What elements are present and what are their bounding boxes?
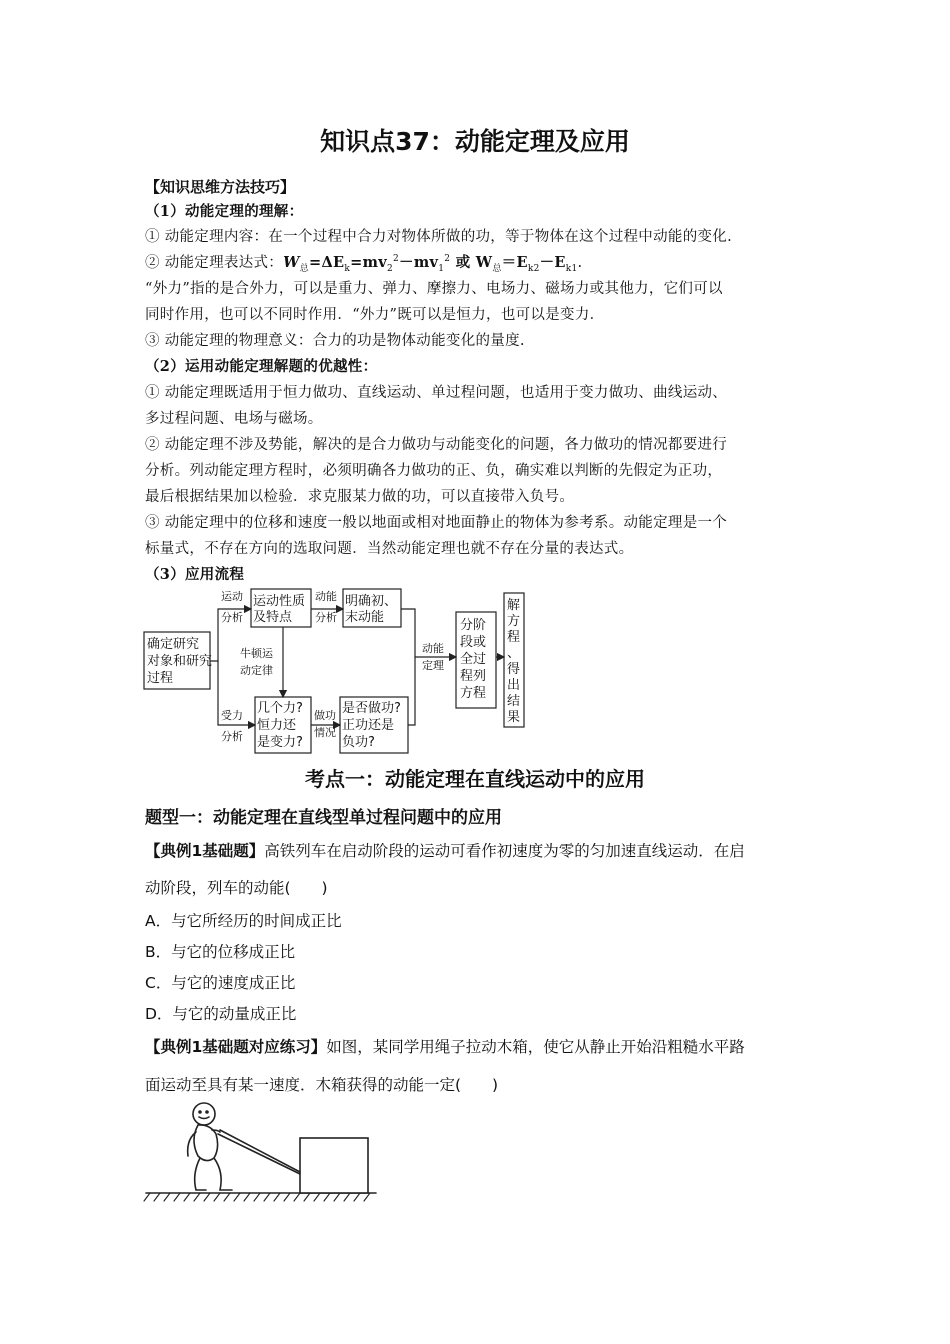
flow-text: 解 [507,598,521,613]
text-line: 标量式，不存在方向的选取问题．当然动能定理也就不存在分量的表达式。 [145,541,634,557]
flow-text: 果 [507,710,521,725]
text-line: “外力”指的是合外力，可以是重力、弹力、摩擦力、电场力、磁场力或其他力，它们可以 [145,281,723,297]
flow-text: 结 [507,694,521,709]
flow-text: 末动能 [345,610,385,625]
option-b: B．与它的位移成正比 [145,943,296,961]
flow-label: 运动 [221,590,243,603]
pulling-box-illustration [140,1100,385,1210]
flow-text: 运动性质 [253,594,306,609]
flow-label: 分析 [221,611,243,624]
option-c: C．与它的速度成正比 [145,974,296,992]
flow-text: 正功还是 [342,718,395,733]
text-line: ① 动能定理内容：在一个过程中合力对物体所做的功，等于物体在这个过程中动能的变化. [145,229,733,245]
flow-text: 几个力? [257,701,303,716]
flow-text: 确定研究 [147,637,200,652]
tixing-heading: 题型一：动能定理在直线型单过程问题中的应用 [145,808,502,828]
flow-text: 全过 [460,652,487,667]
flow-text: 负功? [342,735,375,750]
text-line: ① 动能定理既适用于恒力做功、直线运动、单过程问题，也适用于变力做功、曲线运动、 [145,385,728,401]
example-2: 【典例1基础题对应练习】如图，某同学用绳子拉动木箱，使它从静止开始沿粗糙水平路 [145,1038,745,1056]
text-line: ③ 动能定理中的位移和速度一般以地面或相对地面静止的物体为参考系。动能定理是一个 [145,515,728,531]
text-line: ③ 动能定理的物理意义：合力的功是物体动能变化的量度. [145,333,525,349]
flow-label: 分析 [221,730,243,743]
flow-label: 分析 [315,611,337,624]
flow-text: 明确初、 [345,594,398,609]
example-1-cont: 动阶段，列车的动能( ) [145,879,328,897]
flow-text: 方程 [460,686,487,701]
flow-text: 出 [507,678,521,693]
kaodian-heading: 考点一：动能定理在直线运动中的应用 [305,767,645,791]
flow-text: 程 [507,630,521,645]
flow-label: 做功 [314,709,336,722]
flow-chart [140,585,540,757]
text-line: （3）应用流程 [145,566,245,583]
flow-label: 受力 [221,709,243,722]
option-d: D．与它的动量成正比 [145,1005,297,1023]
flow-text: 、 [507,646,521,661]
example-2-cont: 面运动至具有某一速度．木箱获得的动能一定( ) [145,1076,499,1094]
flow-text: 分阶 [460,618,487,633]
example-1: 【典例1基础题】高铁列车在启动阶段的运动可看作初速度为零的匀加速直线运动．在启 [145,842,745,860]
page-title: 知识点37：动能定理及应用 [320,127,630,156]
flow-text: 对象和研究 [147,654,213,669]
text-line: 最后根据结果加以检验．求克服某力做的功，可以直接带入负号。 [145,489,575,505]
text-line: （2）运用动能定理解题的优越性： [145,358,378,375]
text-line: （1）动能定理的理解： [145,203,304,220]
text-line: 同时作用，也可以不同时作用．“外力”既可以是恒力，也可以是变力． [145,307,605,323]
flow-text: 方 [507,614,521,629]
text-line: ② 动能定理不涉及势能，解决的是合力做功与动能变化的问题，各力做功的情况都要进行 [145,437,728,453]
flow-text: 恒力还 [257,718,297,733]
text-line: 分析。列动能定理方程时，必须明确各力做功的正、负，确实难以判断的先假定为正功， [145,463,723,479]
flow-label: 动定律 [240,664,273,677]
flow-label: 牛顿运 [240,647,273,660]
text-line: 多过程问题、电场与磁场。 [145,411,323,427]
flow-text: 得 [507,662,521,677]
flow-text: 过程 [147,671,174,686]
section-method: 【知识思维方法技巧】 [145,178,296,196]
flow-text: 段或 [460,635,487,650]
flow-label: 定理 [422,659,444,672]
flow-label: 动能 [315,590,337,603]
flow-text: 程列 [460,669,487,684]
option-a: A．与它所经历的时间成正比 [145,912,342,930]
formula-line: ② 动能定理表达式：$W_总=\Delta E_k=mv_2^2-mv_1^2$ 或 $W_总=E_{k2}-E_{k1}$. [145,254,583,274]
flow-text: 及特点 [253,610,293,625]
flow-label: 情况 [314,726,336,739]
flow-label: 动能 [422,642,444,655]
flow-text: 是否做功? [342,701,401,716]
flow-text: 是变力? [257,735,303,750]
